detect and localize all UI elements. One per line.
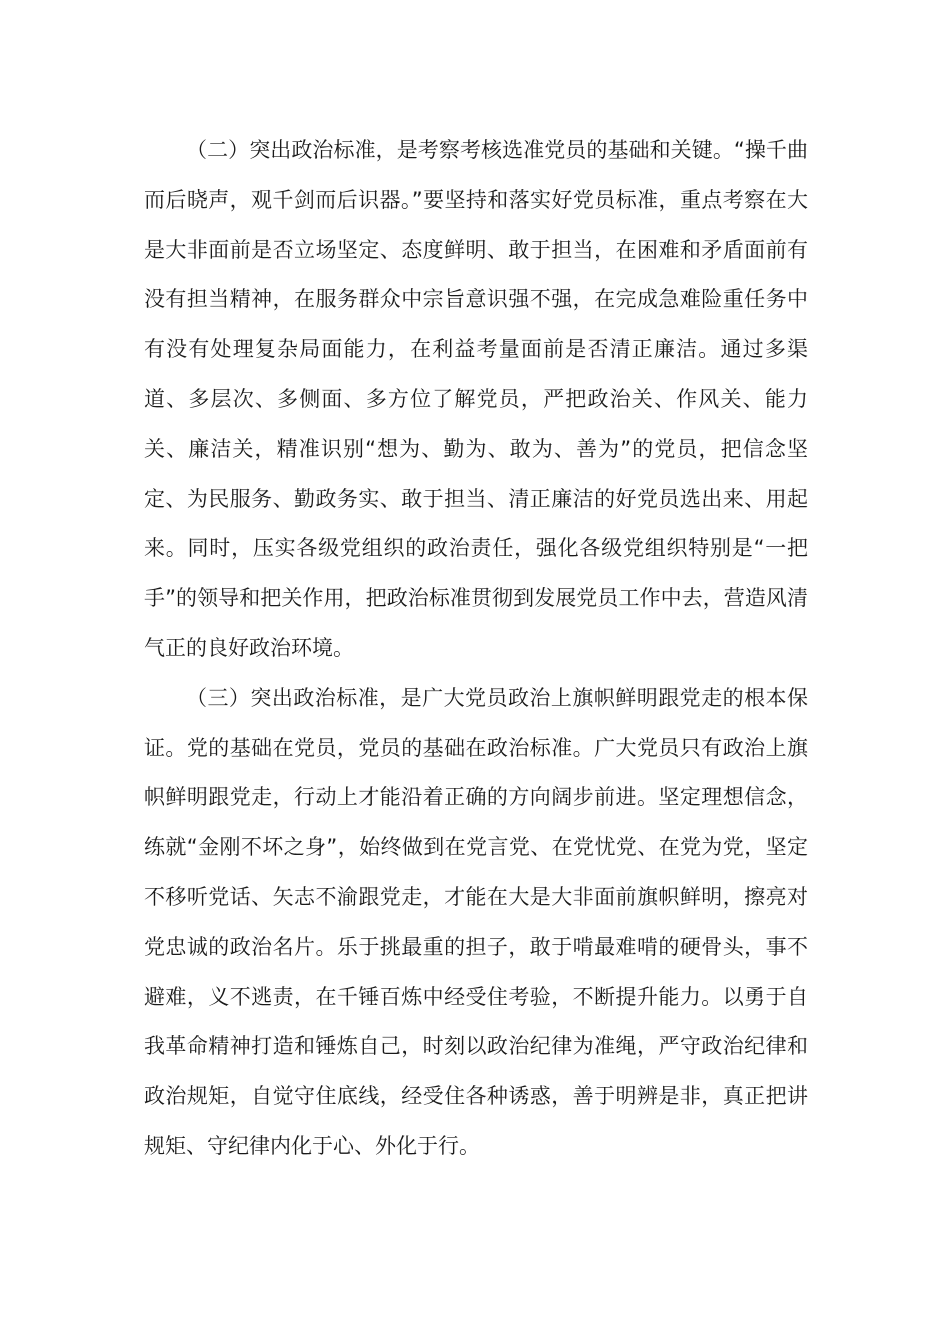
document-body [144, 126, 808, 1172]
paragraph-political-standard-guarantee: （三）突出政治标准，是广大党员政治上旗帜鲜明跟党走的根本保证。党的基础在党员，党员的基础在政治标准。广大党员只有政治上旗帜鲜明跟党走，行动上才能沿着正确的方向阔步前进。坚定理想信念，练就“金刚不坏之身”，始终做到在党言党、在党忧党、在党为党，坚定不移听党话、矢志不渝跟党走，才能在大是大非面前旗帜鲜明，擦亮对党忠诚的政治名片。乐于挑最重的担子，敢于啃最难啃的硬骨头，事不避难，义不逃责，在千锤百炼中经受住考验，不断提升能力。以勇于自我革命精神打造和锤炼自己，时刻以政治纪律为准绳，严守政治纪律和政治规矩，自觉守住底线，经受住各种诱惑，善于明辨是非，真正把讲规矩、守纪律内化于心、外化于行。 [144, 685, 808, 1158]
paragraph-political-standard-selection: （二）突出政治标准，是考察考核选准党员的基础和关键。“操千曲而后晓声，观千剑而后识器。”要坚持和落实好党员标准，重点考察在大是大非面前是否立场坚定、态度鲜明、敢于担当，在困难和矛盾面前有没有担当精神，在服务群众中宗旨意识强不强，在完成急难险重任务中有没有处理复杂局面能力，在利益考量面前是否清正廉洁。通过多渠道、多层次、多侧面、多方位了解党员，严把政治关、作风关、能力关、廉洁关，精准识别“想为、勤为、敢为、善为”的党员，把信念坚定、为民服务、勤政务实、敢于担当、清正廉洁的好党员选出来、用起来。同时，压实各级党组织的政治责任，强化各级党组织特别是“一把手”的领导和把关作用，把政治标准贯彻到发展党员工作中去，营造风清气正的良好政治环境。 [144, 138, 808, 660]
